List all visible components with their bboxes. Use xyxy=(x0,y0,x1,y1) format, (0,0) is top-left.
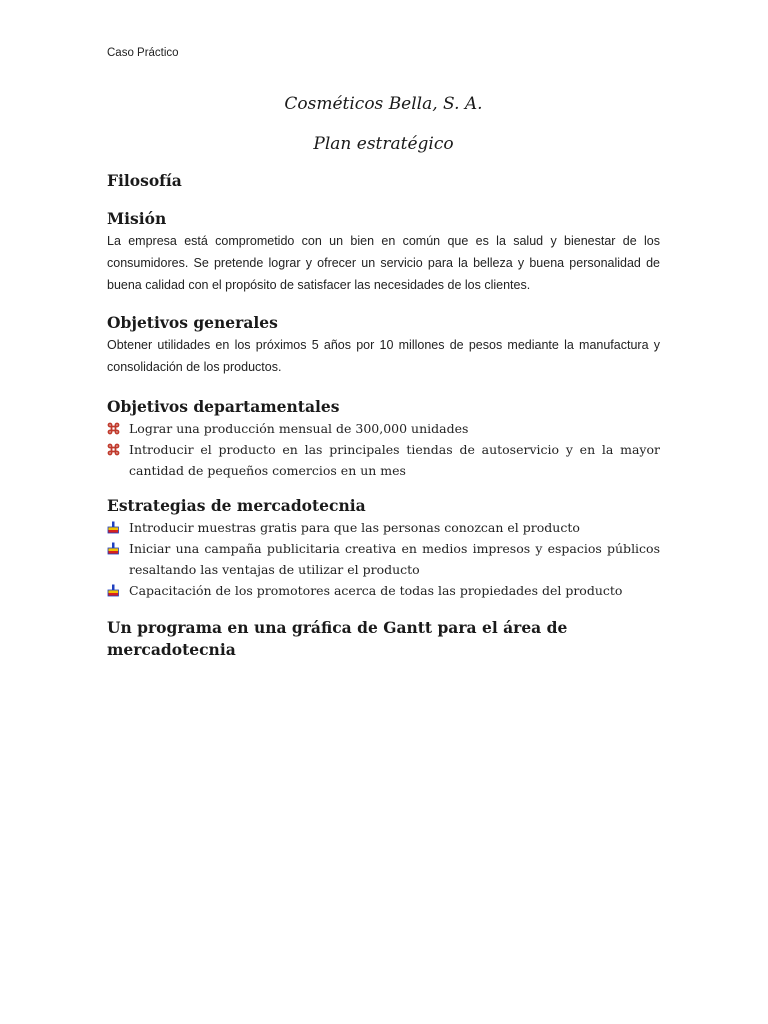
list-item-text: Introducir el producto en las principales tiendas de autoservicio y en la mayor cantidad de pequeños comercios en un mes xyxy=(129,442,660,478)
objetivos-departamentales-list xyxy=(107,418,660,481)
list-item xyxy=(107,418,660,439)
list-item xyxy=(107,517,660,538)
command-key-icon xyxy=(107,443,120,456)
pointing-hand-icon xyxy=(107,542,120,555)
list-item xyxy=(107,439,660,481)
list-item-text: Iniciar una campaña publicitaria creativa en medios impresos y espacios públicos resaltando las ventajas de utilizar el producto xyxy=(129,541,660,577)
heading-mision: Misión xyxy=(107,209,167,228)
document-content xyxy=(107,90,660,661)
heading-filosofia: Filosofía xyxy=(107,171,182,190)
mision-paragraph: La empresa está comprometido con un bien en común que es la salud y bienestar de los consumidores. Se pretende lograr y ofrecer un servicio para la belleza y buena personalidad de buena calidad con el propósito de satisfacer las necesidades de los clientes. xyxy=(107,234,660,292)
heading-estrategias: Estrategias de mercadotecnia xyxy=(107,496,366,515)
page-header: Caso Práctico xyxy=(107,47,179,59)
heading-objetivos-departamentales: Objetivos departamentales xyxy=(107,397,340,416)
command-key-icon xyxy=(107,422,120,435)
estrategias-list xyxy=(107,517,660,601)
objetivos-generales-paragraph: Obtener utilidades en los próximos 5 años por 10 millones de pesos mediante la manufactura y consolidación de los productos. xyxy=(107,338,660,374)
pointing-hand-icon xyxy=(107,584,120,597)
document-subtitle: Plan estratégico xyxy=(313,134,454,154)
heading-objetivos-generales: Objetivos generales xyxy=(107,313,278,332)
heading-gantt: Un programa en una gráfica de Gantt para el área de mercadotecnia xyxy=(107,618,568,659)
pointing-hand-icon xyxy=(107,521,120,534)
list-item xyxy=(107,538,660,580)
document-title: Cosméticos Bella, S. A. xyxy=(284,94,483,114)
list-item-text: Lograr una producción mensual de 300,000 unidades xyxy=(129,421,469,436)
list-item-text: Introducir muestras gratis para que las personas conozcan el producto xyxy=(129,520,580,535)
list-item xyxy=(107,580,660,601)
list-item-text: Capacitación de los promotores acerca de todas las propiedades del producto xyxy=(129,583,623,598)
